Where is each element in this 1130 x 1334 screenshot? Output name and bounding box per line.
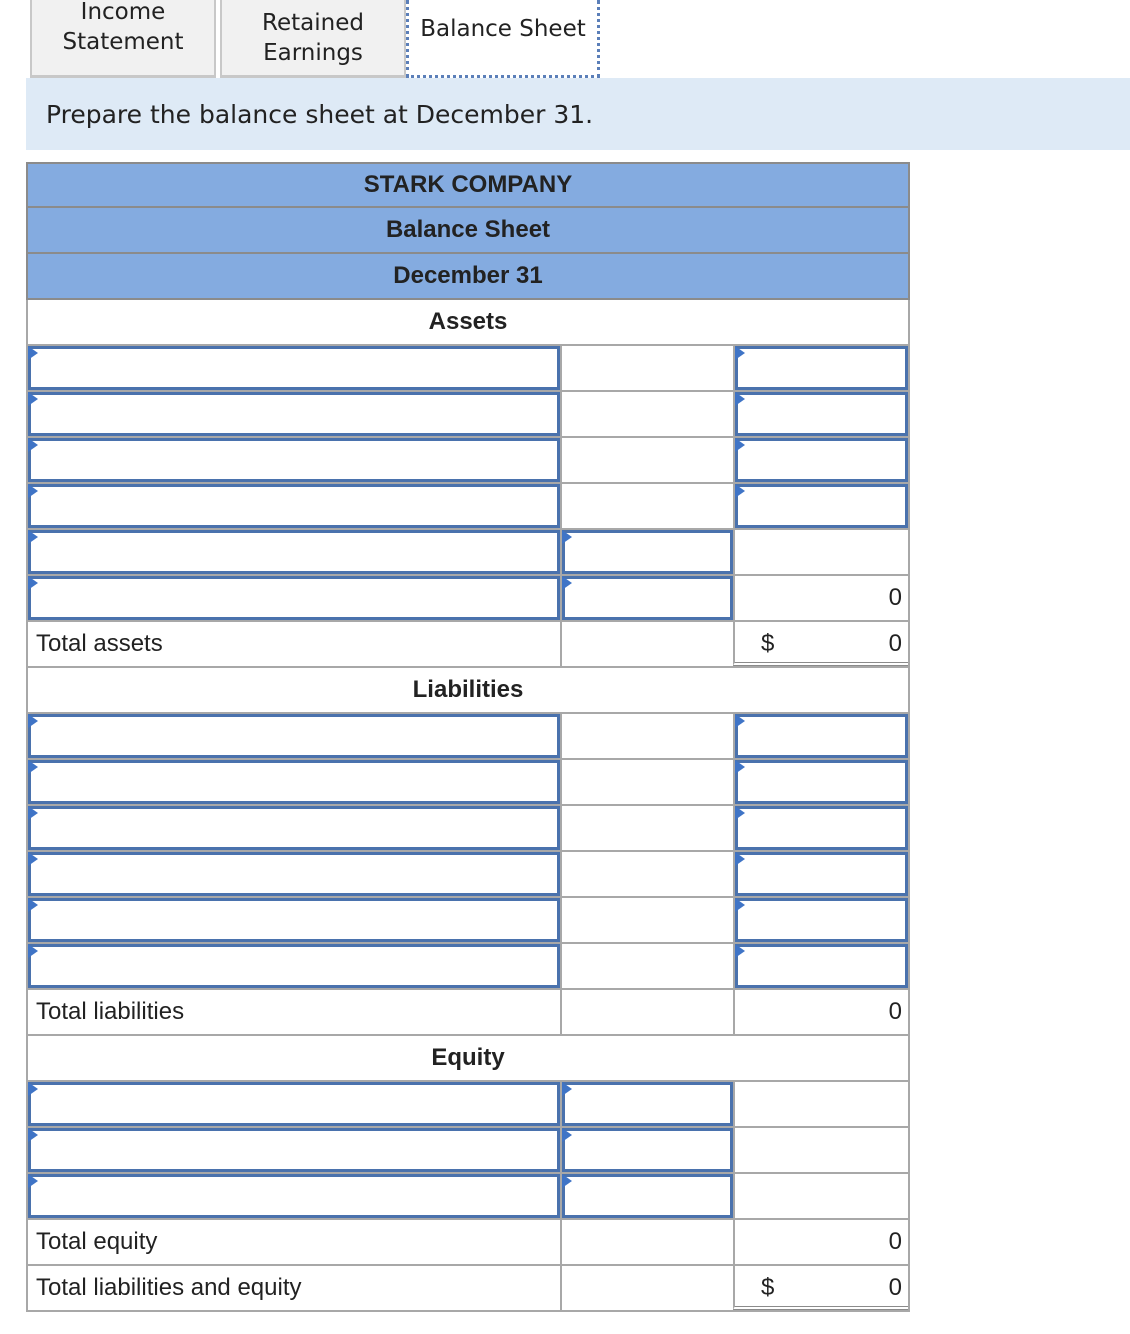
liability-amount-input[interactable]	[735, 898, 908, 942]
liability-account-select[interactable]	[28, 760, 560, 804]
amount-cell	[560, 392, 733, 436]
equity-heading: Equity	[26, 1036, 910, 1082]
total-equity-value: 0	[888, 1228, 902, 1255]
asset-row	[26, 392, 910, 438]
asset-amount-input[interactable]	[735, 484, 908, 528]
amount-cell	[560, 1220, 733, 1264]
liability-account-select[interactable]	[28, 714, 560, 758]
asset-row	[26, 438, 910, 484]
tab-label-line1: Retained	[262, 9, 364, 36]
asset-account-select[interactable]	[28, 576, 560, 620]
assets-heading: Assets	[26, 300, 910, 346]
liability-row	[26, 852, 910, 898]
currency-symbol: $	[761, 1274, 775, 1301]
equity-row	[26, 1128, 910, 1174]
liability-row	[26, 806, 910, 852]
liability-account-select[interactable]	[28, 898, 560, 942]
equity-amount-input[interactable]	[562, 1174, 733, 1218]
liability-amount-input[interactable]	[735, 714, 908, 758]
amount-cell	[560, 484, 733, 528]
asset-account-select[interactable]	[28, 438, 560, 482]
tab-label-line2: Earnings	[263, 39, 363, 66]
tab-income-statement[interactable]	[30, 0, 216, 78]
total-assets-cell	[733, 622, 908, 666]
asset-row	[26, 346, 910, 392]
amount-cell	[560, 852, 733, 896]
total-liabilities-equity-value: 0	[888, 1274, 902, 1301]
statement-date: December 31	[26, 254, 910, 300]
liability-amount-input[interactable]	[735, 944, 908, 988]
asset-amount-input[interactable]	[735, 392, 908, 436]
asset-row	[26, 530, 910, 576]
liability-account-select[interactable]	[28, 852, 560, 896]
tab-label-line1: Balance Sheet	[420, 16, 586, 42]
total-liabilities-equity-row	[26, 1266, 910, 1312]
amount-cell	[560, 714, 733, 758]
asset-amount-input[interactable]	[735, 346, 908, 390]
amount-cell	[560, 622, 733, 666]
amount-cell	[733, 1174, 908, 1218]
amount-cell	[733, 576, 908, 620]
asset-amount-input[interactable]	[562, 576, 733, 620]
equity-account-select[interactable]	[28, 1128, 560, 1172]
total-liabilities-value: 0	[888, 998, 902, 1025]
total-equity-row	[26, 1220, 910, 1266]
amount-cell	[733, 1082, 908, 1126]
liability-account-select[interactable]	[28, 806, 560, 850]
total-assets-label: Total assets	[36, 630, 163, 657]
instruction-text: Prepare the balance sheet at December 31.	[26, 78, 1130, 150]
total-liabilities-cell	[733, 990, 908, 1034]
liability-row	[26, 944, 910, 990]
amount-cell	[560, 1266, 733, 1310]
total-equity-label: Total equity	[36, 1228, 158, 1255]
liability-row	[26, 898, 910, 944]
asset-amount-input[interactable]	[562, 530, 733, 574]
equity-amount-input[interactable]	[562, 1128, 733, 1172]
asset-row	[26, 576, 910, 622]
amount-cell	[560, 438, 733, 482]
amount-cell	[560, 346, 733, 390]
currency-symbol: $	[761, 630, 775, 657]
equity-account-select[interactable]	[28, 1082, 560, 1126]
total-liabilities-equity-label: Total liabilities and equity	[36, 1274, 302, 1301]
amount-cell	[560, 806, 733, 850]
liability-account-select[interactable]	[28, 944, 560, 988]
liability-row	[26, 760, 910, 806]
amount-cell	[733, 530, 908, 574]
tab-label-line1: Income	[80, 0, 166, 25]
total-assets-row	[26, 622, 910, 668]
amount-cell	[560, 760, 733, 804]
liability-amount-input[interactable]	[735, 760, 908, 804]
asset-subtotal-value: 0	[888, 584, 902, 611]
asset-account-select[interactable]	[28, 484, 560, 528]
tab-balance-sheet[interactable]	[406, 0, 600, 78]
total-assets-value: 0	[888, 630, 902, 657]
equity-row	[26, 1174, 910, 1220]
company-name: STARK COMPANY	[26, 162, 910, 208]
asset-amount-input[interactable]	[735, 438, 908, 482]
amount-cell	[560, 944, 733, 988]
equity-amount-input[interactable]	[562, 1082, 733, 1126]
amount-cell	[560, 990, 733, 1034]
liabilities-heading: Liabilities	[26, 668, 910, 714]
total-liabilities-equity-cell	[733, 1266, 908, 1310]
amount-cell	[733, 1128, 908, 1172]
statement-title: Balance Sheet	[26, 208, 910, 254]
statement-tabs	[30, 0, 1130, 78]
asset-account-select[interactable]	[28, 530, 560, 574]
tab-retained-earnings[interactable]	[220, 0, 406, 78]
total-liabilities-row	[26, 990, 910, 1036]
equity-account-select[interactable]	[28, 1174, 560, 1218]
asset-account-select[interactable]	[28, 392, 560, 436]
balance-sheet-table	[26, 162, 910, 1312]
tab-label-line2: Statement	[62, 28, 184, 55]
asset-account-select[interactable]	[28, 346, 560, 390]
equity-row	[26, 1082, 910, 1128]
liability-amount-input[interactable]	[735, 852, 908, 896]
total-equity-cell	[733, 1220, 908, 1264]
total-liabilities-label: Total liabilities	[36, 998, 185, 1025]
liability-row	[26, 714, 910, 760]
liability-amount-input[interactable]	[735, 806, 908, 850]
asset-row	[26, 484, 910, 530]
amount-cell	[560, 898, 733, 942]
